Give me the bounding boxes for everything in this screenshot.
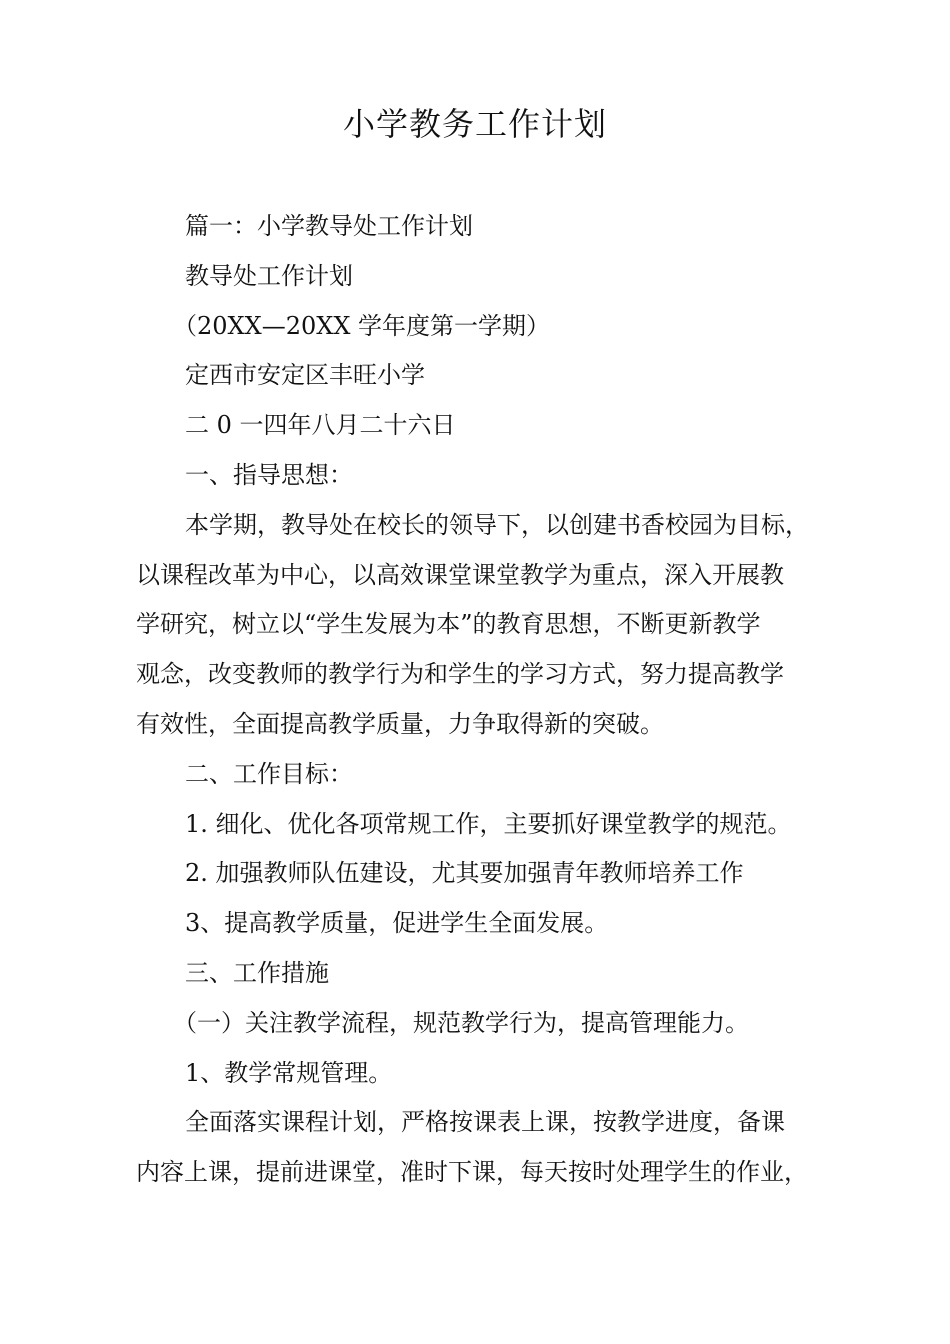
section-heading: 篇一：小学教导处工作计划 [185,212,473,240]
heading-work-measures: 三、工作措施 [185,958,329,987]
paragraph-line: 观念，改变教师的教学行为和学生的学习方式，努力提高教学 [136,660,784,689]
paragraph-line: 本学期，教导处在校长的领导下，以创建书香校园为目标， [185,510,809,539]
subtitle: 教导处工作计划 [185,261,353,290]
goal-item-1: 1. 细化、优化各项常规工作，主要抓好课堂教学的规范。 [185,809,792,838]
measure-subheading-1: （一）关注教学流程，规范教学行为，提高管理能力。 [173,1008,749,1037]
heading-work-goals: 二、工作目标： [185,759,353,788]
paragraph-line: 有效性，全面提高教学质量，力争取得新的突破。 [136,709,664,738]
measure-item-1: 1、教学常规管理。 [185,1058,393,1087]
paragraph-line: 以课程改革为中心，以高效课堂课堂教学为重点，深入开展教 [136,560,784,589]
paragraph-line: 全面落实课程计划，严格按课表上课，按教学进度，备课 [185,1108,785,1137]
date-line: 二 0 一四年八月二十六日 [185,411,456,440]
paragraph-guiding-ideology [136,501,830,750]
goal-item-2: 2. 加强教师队伍建设，尤其要加强青年教师培养工作 [185,859,744,888]
school-name: 定西市安定区丰旺小学 [185,361,425,390]
term-line: （20XX—20XX 学年度第一学期） [173,311,551,340]
paragraph-line: 学研究，树立以“学生发展为本”的教育思想，不断更新教学 [136,610,761,639]
paragraph-line: 内容上课，提前进课堂，准时下课，每天按时处理学生的作业， [136,1158,808,1187]
document-title: 小学教务工作计划 [342,105,607,143]
heading-guiding-ideology: 一、指导思想： [185,460,353,489]
paragraph-teaching-routine [136,1098,830,1198]
goal-item-3: 3、提高教学质量，促进学生全面发展。 [185,909,609,938]
document-body [136,202,830,1198]
